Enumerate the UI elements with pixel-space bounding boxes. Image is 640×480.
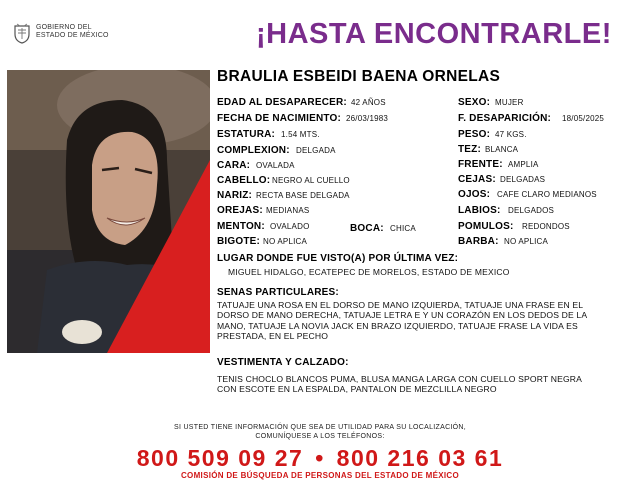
label-menton: MENTON: (217, 221, 265, 232)
missing-person-photo (7, 70, 210, 353)
label-tez: TEZ: (458, 144, 482, 155)
value-tez: BLANCA (485, 145, 519, 154)
last-seen-title: LUGAR DONDE FUE VISTO(A) POR ÚLTIMA VEZ: (217, 253, 459, 264)
person-name: BRAULIA ESBEIDI BAENA ORNELAS (217, 68, 501, 85)
phone-numbers (0, 445, 640, 472)
value-bigote: NO APLICA (263, 237, 308, 246)
label-pomulos: POMULOS: (458, 221, 514, 232)
government-logo-text (36, 24, 109, 40)
marks-line: DORSO DE MANO DERECHA, TATUAJE LETRA E Y UN CORAZÓN EN LOS DEDOS DE LA (217, 310, 588, 321)
phone-separator: • (315, 445, 325, 471)
value-pomulos: REDONDOS (522, 222, 570, 231)
info-text (0, 424, 640, 441)
value-complexion: DELGADA (296, 146, 336, 155)
value-sexo: MUJER (495, 98, 524, 107)
label-frente: FRENTE: (458, 159, 503, 170)
gov-line-2: ESTADO DE MÉXICO (36, 32, 109, 39)
label-cejas: CEJAS: (458, 174, 496, 185)
clothing-title: VESTIMENTA Y CALZADO: (217, 357, 349, 368)
value-cara: OVALADA (256, 161, 295, 170)
commission-name: COMISIÓN DE BÚSQUEDA DE PERSONAS DEL ESTADO DE MÉXICO (180, 471, 459, 480)
headline: ¡HASTA ENCONTRARLE! (256, 18, 612, 50)
clothing-line: CON ESCOTE EN LA ESPALDA, PANTALON DE MEZCLILLA NEGRO (217, 384, 497, 395)
phone-number-2[interactable]: 800 216 03 61 (336, 445, 504, 471)
marks-paragraph (217, 300, 635, 342)
label-nariz: NARIZ: (217, 190, 253, 201)
value-boca: CHICA (390, 224, 416, 233)
label-edad: EDAD AL DESAPARECER: (217, 97, 347, 108)
info-line-2: COMUNÍQUESE A LOS TELÉFONOS: (255, 432, 385, 440)
value-ojos: CAFE CLARO MEDIANOS (497, 190, 597, 199)
label-labios: LABIOS: (458, 205, 501, 216)
value-peso: 47 KGS. (495, 130, 527, 139)
label-nacimiento: FECHA DE NACIMIENTO: (217, 113, 341, 124)
value-orejas: MEDIANAS (266, 206, 310, 215)
label-sexo: SEXO: (458, 97, 491, 108)
clothing-paragraph (217, 374, 635, 395)
label-desaparicion: F. DESAPARICIÓN: (458, 113, 552, 124)
value-labios: DELGADOS (508, 206, 555, 215)
last-seen-text: MIGUEL HIDALGO, ECATEPEC DE MORELOS, ESTADO DE MEXICO (228, 267, 510, 277)
label-cabello: CABELLO: (217, 175, 271, 186)
coat-of-arms-icon (12, 22, 32, 44)
gov-line-1: GOBIERNO DEL (36, 24, 92, 31)
value-estatura: 1.54 MTS. (281, 130, 320, 139)
label-bigote: BIGOTE: (217, 236, 261, 247)
label-boca: BOCA: (350, 223, 384, 234)
value-nacimiento: 26/03/1983 (346, 114, 389, 123)
label-ojos: OJOS: (458, 189, 491, 200)
value-barba: NO APLICA (504, 237, 549, 246)
marks-line: PRESTADA, EN EL PECHO (217, 331, 329, 342)
label-complexion: COMPLEXION: (217, 145, 290, 156)
marks-title: SENAS PARTICULARES: (217, 287, 339, 298)
label-barba: BARBA: (458, 236, 499, 247)
value-desaparicion: 18/05/2025 (562, 114, 605, 123)
marks-line: MANO, TATUAJE LA NOVIA JACK EN BRAZO IZQUIERDO, TATUAJE FRASE LA VIDA ES (217, 320, 578, 331)
label-estatura: ESTATURA: (217, 129, 276, 140)
value-frente: AMPLIA (508, 160, 539, 169)
value-cabello: NEGRO AL CUELLO (272, 176, 350, 185)
label-peso: PESO: (458, 129, 491, 140)
clothing-line: TENIS CHOCLO BLANCOS PUMA, BLUSA MANGA LARGA CON CUELLO SPORT NEGRA (217, 374, 583, 384)
value-edad: 42 AÑOS (351, 98, 386, 107)
info-line-1: SI USTED TIENE INFORMACIÓN QUE SEA DE UTILIDAD PARA SU LOCALIZACIÓN, (173, 424, 467, 431)
phone-number-1[interactable]: 800 509 09 27 (136, 445, 304, 471)
value-menton: OVALADO (270, 222, 310, 231)
value-nariz: RECTA BASE DELGADA (256, 191, 350, 200)
value-cejas: DELGADAS (500, 175, 546, 184)
photo-illustration (7, 70, 210, 353)
label-cara: CARA: (217, 160, 251, 171)
label-orejas: OREJAS: (217, 205, 263, 216)
marks-line: TATUAJE UNA ROSA EN EL DORSO DE MANO IZQUIERDA, TATUAJE UNA FRASE EN EL (217, 300, 584, 310)
